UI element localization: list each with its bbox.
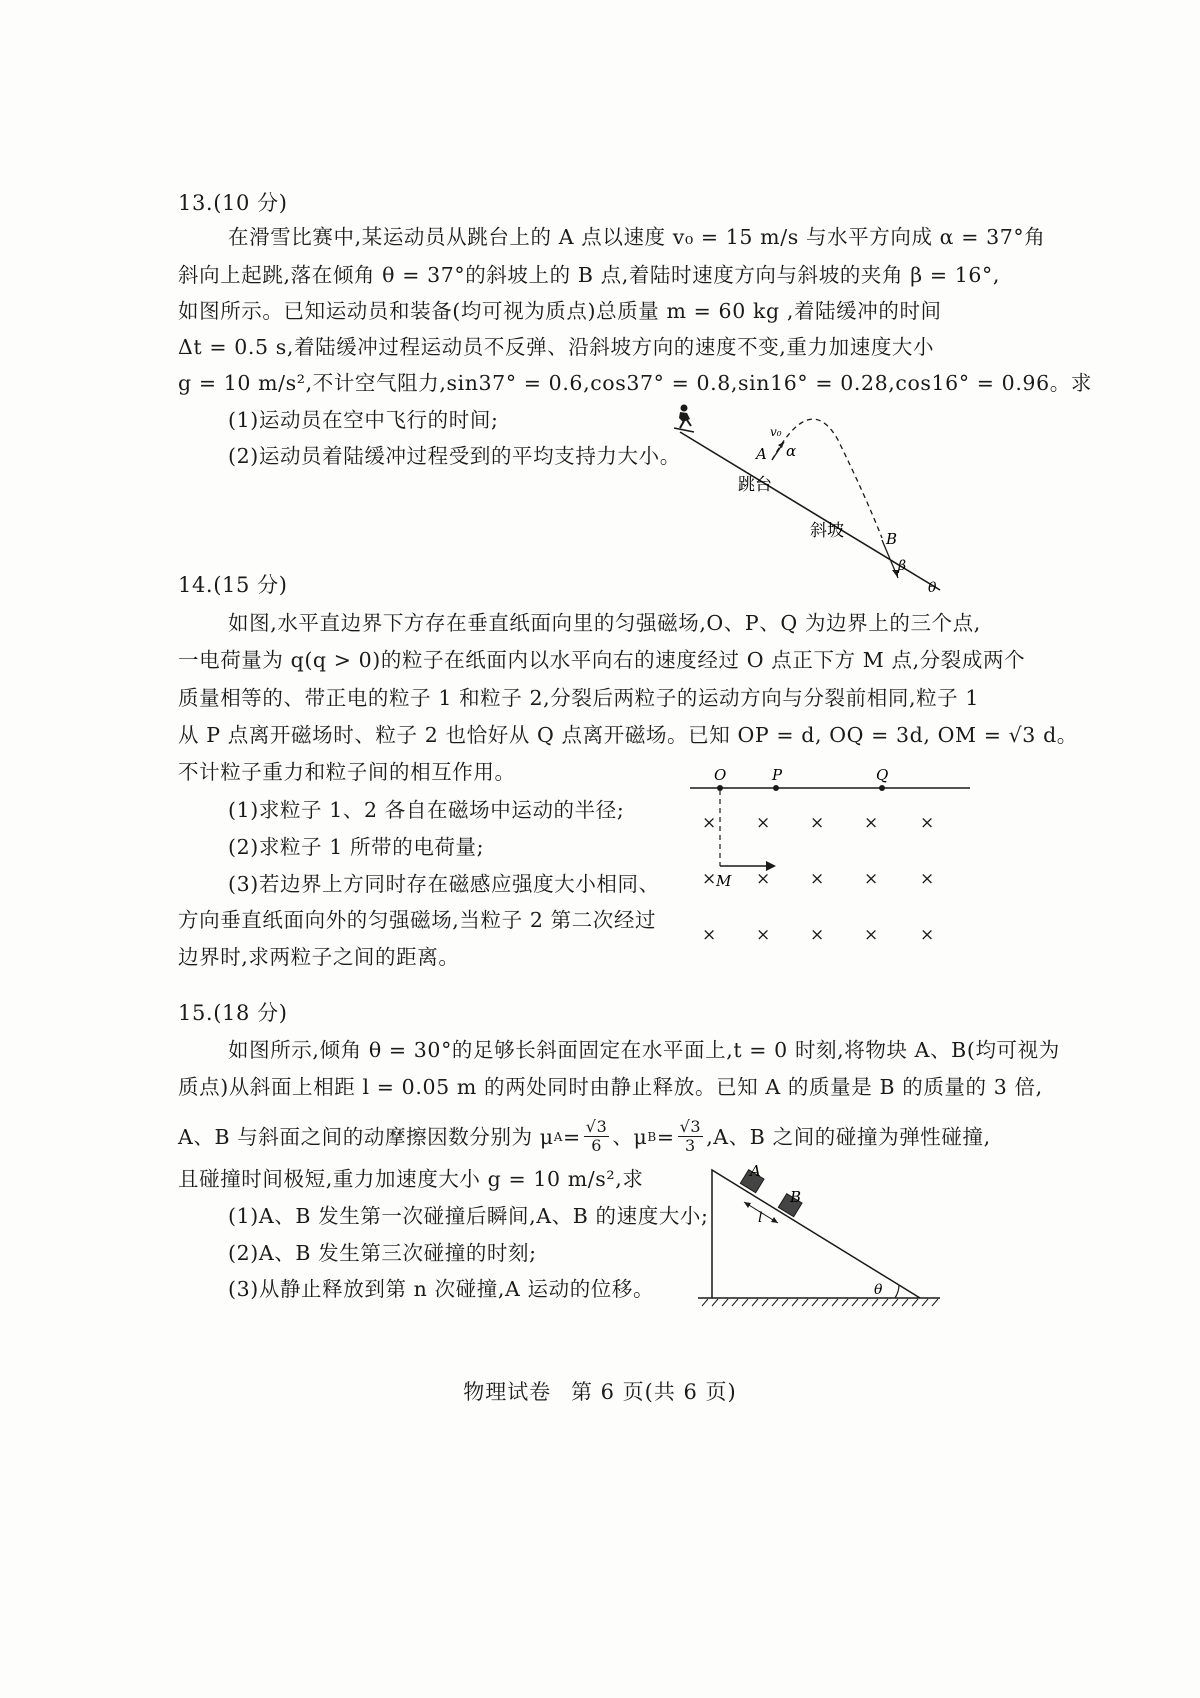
footer-subject: 物理试卷 (463, 1380, 552, 1404)
svg-text:×: × (864, 925, 879, 945)
q13-header: 13.(10 分) (178, 191, 288, 215)
point-b-label: B (886, 530, 898, 548)
q13-line-3: 如图所示。已知运动员和装备(均可视为质点)总质量 m = 60 kg ,着陆缓冲的时间 (178, 299, 942, 323)
page-footer (0, 1376, 1200, 1406)
incline (712, 1170, 920, 1298)
point-m-label: M (716, 872, 732, 890)
q15-figure (690, 1160, 950, 1310)
q15-line-1: 如图所示,倾角 θ = 30°的足够长斜面固定在水平面上,t = 0 时刻,将物块 A、B(均可视为 (228, 1038, 1060, 1062)
v0-label: v₀ (770, 425, 782, 439)
mu-b-subscript: B (647, 1129, 657, 1144)
beta-label: β (898, 558, 907, 574)
svg-text:×: × (864, 869, 879, 889)
q13-line-5: g = 10 m/s²,不计空气阻力,sin37° = 0.6,cos37° = 0.8,sin16° = 0.28,cos16° = 0.96。求 (178, 371, 1092, 395)
point-a-label: A (756, 445, 767, 463)
q15-sub-3: (3)从静止释放到第 n 次碰撞,A 运动的位移。 (228, 1277, 655, 1301)
theta-label-15: θ (874, 1282, 883, 1298)
fraction-a: $\frac{√3}{6}$ (585, 1117, 608, 1155)
svg-text:×: × (864, 813, 879, 833)
q13-sub-2: (2)运动员着陆缓冲过程受到的平均支持力大小。 (228, 444, 681, 468)
point-p-label: P (772, 766, 783, 784)
q13-figure (660, 400, 960, 600)
svg-text:×: × (756, 869, 771, 889)
distance-l-label: l (758, 1210, 763, 1226)
alpha-label: α (786, 442, 797, 460)
svg-text:×: × (920, 925, 935, 945)
q14-figure (690, 760, 970, 960)
q14-line-5: 不计粒子重力和粒子间的相互作用。 (178, 760, 516, 784)
eq-b: = (656, 1124, 675, 1149)
block-a-label: A (750, 1162, 761, 1180)
q15-line-3 (178, 1118, 991, 1155)
q15-line-4: 且碰撞时间极短,重力加速度大小 g = 10 m/s²,求 (178, 1167, 644, 1191)
point-q-label: Q (876, 766, 889, 784)
skier-icon (674, 405, 694, 433)
footer-page: 第 6 页(共 6 页) (570, 1380, 737, 1404)
svg-text:×: × (810, 869, 825, 889)
q13-line-4: Δt = 0.5 s,着陆缓冲过程运动员不反弹、沿斜坡方向的速度不变,重力加速度大小 (178, 335, 935, 359)
q14-sub-2: (2)求粒子 1 所带的电荷量; (228, 835, 485, 859)
slope-label: 斜坡 (810, 521, 844, 541)
svg-text:×: × (756, 813, 771, 833)
q13-line-2: 斜向上起跳,落在倾角 θ = 37°的斜坡上的 B 点,着陆时速度方向与斜坡的夹角 β = 16°, (178, 263, 1000, 287)
svg-text:×: × (756, 925, 771, 945)
field-crosses (702, 813, 934, 945)
svg-text:×: × (810, 925, 825, 945)
q14-line-3: 质量相等的、带正电的粒子 1 和粒子 2,分裂后两粒子的运动方向与分裂前相同,粒子 1 (178, 686, 980, 710)
point-o-label: O (714, 766, 727, 784)
q15-sub-2: (2)A、B 发生第三次碰撞的时刻; (228, 1241, 537, 1265)
svg-text:×: × (702, 813, 717, 833)
block-b-label: B (790, 1188, 802, 1206)
q14-line-1: 如图,水平直边界下方存在垂直纸面向里的匀强磁场,O、P、Q 为边界上的三个点, (228, 611, 981, 635)
svg-text:×: × (702, 869, 717, 889)
q14-sub-1: (1)求粒子 1、2 各自在磁场中运动的半径; (228, 798, 625, 822)
q15-line-2: 质点)从斜面上相距 l = 0.05 m 的两处同时由静止释放。已知 A 的质量是 B 的质量的 3 倍, (178, 1075, 1043, 1099)
q14-line-2: 一电荷量为 q(q > 0)的粒子在纸面内以水平向右的速度经过 O 点正下方 M 点,分裂成两个 (178, 648, 1026, 672)
theta-label: θ (928, 580, 937, 596)
q14-sub-3a: (3)若边界上方同时存在磁感应强度大小相同、 (228, 872, 660, 896)
q15-line-3-pre: A、B 与斜面之间的动摩擦因数分别为 μ (178, 1124, 554, 1149)
q14-sub-3b: 方向垂直纸面向外的匀强磁场,当粒子 2 第二次经过 (178, 908, 657, 932)
q14-header: 14.(15 分) (178, 573, 288, 597)
q15-header: 15.(18 分) (178, 1001, 288, 1025)
q15-sub-1: (1)A、B 发生第一次碰撞后瞬间,A、B 的速度大小; (228, 1204, 709, 1228)
eq-a: = (563, 1124, 581, 1149)
fraction-b: $\frac{√3}{3}$ (679, 1117, 702, 1155)
svg-text:×: × (810, 813, 825, 833)
q14-line-4: 从 P 点离开磁场时、粒子 2 也恰好从 Q 点离开磁场。已知 OP = d, OQ = 3d, OM = √3 d。 (178, 723, 1078, 747)
sep: 、μ (612, 1124, 648, 1149)
mu-a-subscript: A (553, 1129, 564, 1144)
q15-line-3-post: ,A、B 之间的碰撞为弹性碰撞, (706, 1124, 991, 1149)
q14-sub-3c: 边界时,求两粒子之间的距离。 (178, 945, 460, 969)
svg-text:×: × (702, 925, 717, 945)
q13-line-1: 在滑雪比赛中,某运动员从跳台上的 A 点以速度 v₀ = 15 m/s 与水平方向成 α = 37°角 (228, 225, 1046, 249)
platform-label: 跳台 (738, 475, 772, 495)
q13-sub-1: (1)运动员在空中飞行的时间; (228, 408, 499, 432)
svg-text:×: × (920, 813, 935, 833)
svg-text:×: × (920, 869, 935, 889)
